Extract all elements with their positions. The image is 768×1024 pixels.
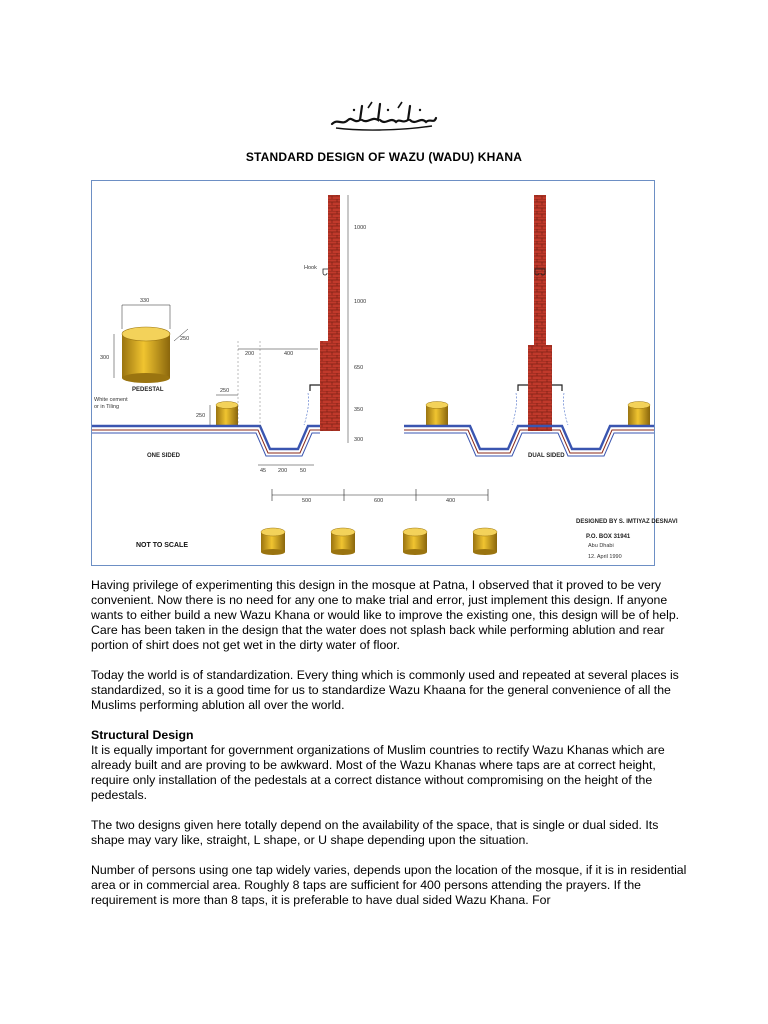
- one-sided-section: [92, 195, 366, 474]
- dim-wall-650: 650: [354, 365, 364, 371]
- dim-pedestal-width: 330: [140, 298, 150, 304]
- paragraph-taps: Number of persons using one tap widely varies, depends upon the location of the mosque, if it is in residential area or in commercial area. Roughly 8 taps are sufficient for 400 persons attending the prayers. If the requirement is more than 8 taps, it is preferable to have dual sided Wazu Khana. For: [91, 863, 687, 907]
- dim-wall-1000-top: 1000: [354, 225, 367, 231]
- paragraph-government: It is equally important for government organizations of Muslim countries to rectify Wazu Khanas which are already built and are proving to be awkward. Most of the Wazu Khanas where taps are at correct height, require only installation of the pedestals at a correct distance without compromising on the height of the pedestals.: [91, 743, 665, 802]
- note-tiling: or in Tiling: [94, 404, 120, 410]
- paragraph-standardization: Today the world is of standardization. Every thing which is commonly used and repeated at several places is standardized, so it is a good time for us to standardize Wazu Khaana for the general convenience of all the Muslims performing ablution all over the world.: [91, 668, 679, 712]
- dim-wall-350: 350: [354, 407, 364, 413]
- pedestal-large: [122, 327, 170, 383]
- dim-ground-45: 45: [260, 468, 267, 474]
- pedestal-dual-right: [628, 402, 650, 426]
- credit-po-box: P.O. BOX 31941: [586, 534, 631, 540]
- dim-ground-200: 200: [278, 468, 288, 474]
- credit-date: 12. April 1990: [588, 554, 622, 560]
- label-hook: Hook: [304, 265, 317, 271]
- pedestal-dual-left: [426, 402, 448, 426]
- label-pedestal: PEDESTAL: [132, 387, 164, 393]
- credit-designer: DESIGNED BY S. IMTIYAZ DESNAVI: [576, 519, 678, 525]
- label-one-sided: ONE SIDED: [147, 453, 181, 459]
- dim-spacing-400: 400: [446, 498, 456, 504]
- plan-pedestal-1: [261, 528, 285, 555]
- wazu-khana-diagram: [91, 180, 678, 566]
- dim-small-pedestal-width: 250: [220, 388, 230, 394]
- plan-spacing: [261, 489, 497, 555]
- dual-sided-section: [404, 195, 654, 459]
- designer-credit: [576, 519, 678, 560]
- label-not-to-scale: NOT TO SCALE: [136, 542, 188, 549]
- pedestal-small: [216, 402, 238, 426]
- article-body: [91, 578, 691, 923]
- heading-structural-design: Structural Design: [91, 728, 194, 742]
- dim-spacing-500: 500: [302, 498, 312, 504]
- note-white-cement: White cement: [94, 397, 128, 403]
- label-dual-sided: DUAL SIDED: [528, 453, 565, 459]
- dim-wall-300: 300: [354, 437, 364, 443]
- bismillah-calligraphy: [328, 98, 440, 132]
- credit-city: Abu Dhabi: [588, 543, 614, 549]
- dim-pedestal-depth: 250: [180, 336, 190, 342]
- plan-pedestal-3: [403, 528, 427, 555]
- dim-offset-200: 200: [245, 351, 255, 357]
- dim-spacing-600: 600: [374, 498, 384, 504]
- dim-offset-400: 400: [284, 351, 294, 357]
- paragraph-intro: Having privilege of experimenting this design in the mosque at Patna, I observed that it proved to be very convenient. Now there is no need for any one to make trial and error, just implement this design. If anyone wants to either build a new Wazu Khana or would like to improve the existing one, this design will be of help. Care has been taken in the design that the water does not splash back while performing ablution and rear portion of shirt does not get wet in the dirty water of floor.: [91, 578, 680, 652]
- plan-pedestal-2: [331, 528, 355, 555]
- plan-pedestal-4: [473, 528, 497, 555]
- dim-small-pedestal-height: 250: [196, 413, 206, 419]
- dim-wall-1000-mid: 1000: [354, 299, 367, 305]
- dim-pedestal-height: 300: [100, 355, 110, 361]
- dim-ground-50: 50: [300, 468, 307, 474]
- document-title: STANDARD DESIGN OF WAZU (WADU) KHANA: [245, 150, 523, 164]
- paragraph-designs: The two designs given here totally depend on the availability of the space, that is single or dual sided. Its shape may vary like, straight, L shape, or U shape depending upon the situation.: [91, 818, 659, 847]
